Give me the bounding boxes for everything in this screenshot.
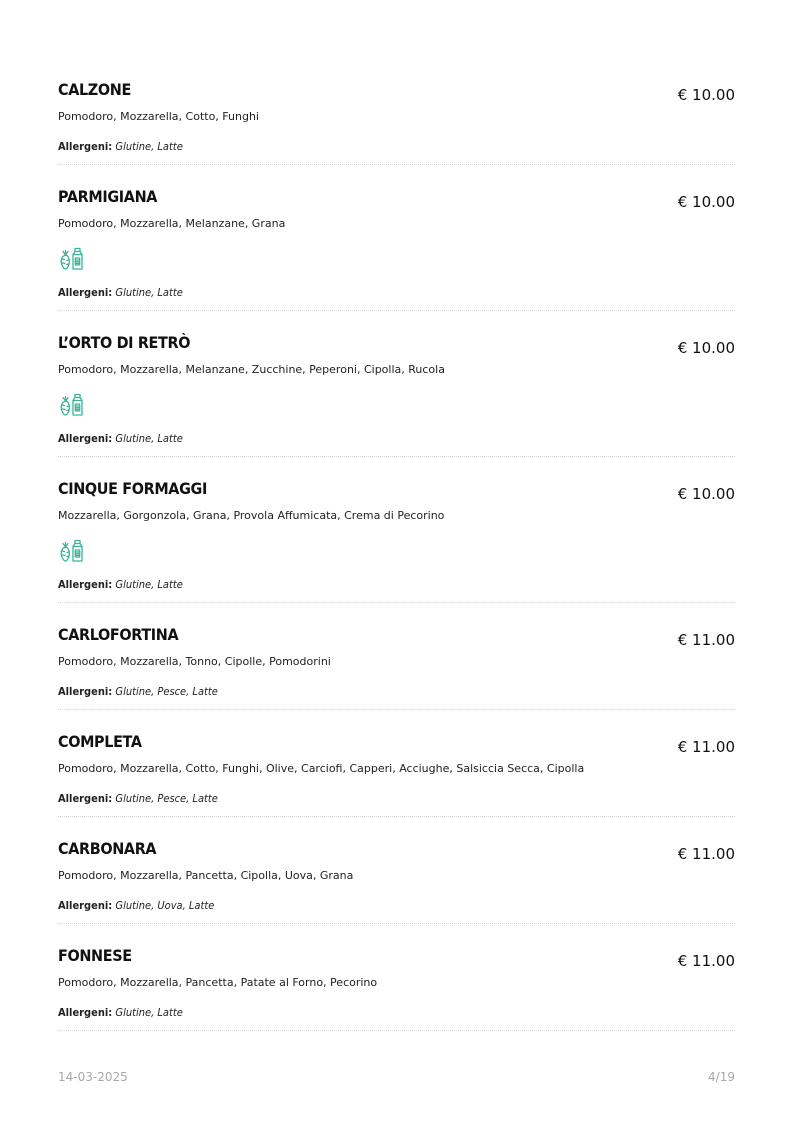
item-ingredients: Pomodoro, Mozzarella, Cotto, Funghi bbox=[58, 110, 259, 123]
allergens-list: Glutine, Latte bbox=[115, 1006, 183, 1019]
allergens-list: Glutine, Uova, Latte bbox=[115, 899, 215, 912]
item-allergens bbox=[58, 1005, 667, 1021]
item-allergens bbox=[58, 898, 667, 914]
item-name: CINQUE FORMAGGI bbox=[58, 479, 208, 498]
menu-item bbox=[58, 836, 735, 924]
item-price: € 10.00 bbox=[677, 485, 735, 503]
footer-date: 14-03-2025 bbox=[58, 1070, 128, 1084]
item-price: € 10.00 bbox=[677, 193, 735, 211]
item-price: € 11.00 bbox=[677, 738, 735, 756]
item-price: € 11.00 bbox=[677, 952, 735, 970]
menu-item bbox=[58, 729, 735, 817]
item-name: COMPLETA bbox=[58, 732, 142, 751]
allergens-list: Glutine, Pesce, Latte bbox=[115, 792, 218, 805]
allergens-label: Allergeni: bbox=[58, 899, 113, 912]
item-ingredients: Pomodoro, Mozzarella, Pancetta, Cipolla, Uova, Grana bbox=[58, 869, 354, 882]
vegetarian-icon bbox=[58, 537, 84, 563]
allergens-label: Allergeni: bbox=[58, 140, 113, 153]
menu-list bbox=[58, 77, 735, 1050]
item-price: € 11.00 bbox=[677, 631, 735, 649]
menu-item bbox=[58, 77, 735, 165]
allergens-list: Glutine, Pesce, Latte bbox=[115, 685, 218, 698]
item-allergens bbox=[58, 684, 667, 700]
item-ingredients: Pomodoro, Mozzarella, Pancetta, Patate al Forno, Pecorino bbox=[58, 976, 378, 989]
item-name: L’ORTO DI RETRÒ bbox=[58, 333, 191, 352]
diet-icons bbox=[58, 391, 735, 417]
item-ingredients: Pomodoro, Mozzarella, Tonno, Cipolle, Pomodorini bbox=[58, 655, 331, 668]
allergens-list: Glutine, Latte bbox=[115, 140, 183, 153]
item-ingredients: Pomodoro, Mozzarella, Cotto, Funghi, Olive, Carciofi, Capperi, Acciughe, Salsiccia Secca, Cipolla bbox=[58, 762, 585, 775]
item-allergens bbox=[58, 139, 667, 155]
item-allergens bbox=[58, 285, 667, 301]
item-price: € 10.00 bbox=[677, 86, 735, 104]
menu-item bbox=[58, 622, 735, 710]
page-number: 4/19 bbox=[708, 1070, 735, 1084]
allergens-list: Glutine, Latte bbox=[115, 286, 183, 299]
item-ingredients: Mozzarella, Gorgonzola, Grana, Provola Affumicata, Crema di Pecorino bbox=[58, 509, 445, 522]
menu-item bbox=[58, 184, 735, 311]
item-name: PARMIGIANA bbox=[58, 187, 158, 206]
item-allergens bbox=[58, 431, 667, 447]
item-name: CARBONARA bbox=[58, 839, 157, 858]
diet-icons bbox=[58, 245, 735, 271]
vegetarian-icon bbox=[58, 245, 84, 271]
allergens-list: Glutine, Latte bbox=[115, 432, 183, 445]
menu-item bbox=[58, 476, 735, 603]
item-ingredients: Pomodoro, Mozzarella, Melanzane, Zucchine, Peperoni, Cipolla, Rucola bbox=[58, 363, 445, 376]
item-name: FONNESE bbox=[58, 946, 132, 965]
allergens-label: Allergeni: bbox=[58, 432, 113, 445]
item-allergens bbox=[58, 577, 667, 593]
allergens-list: Glutine, Latte bbox=[115, 578, 183, 591]
item-name: CALZONE bbox=[58, 80, 131, 99]
item-price: € 10.00 bbox=[677, 339, 735, 357]
item-price: € 11.00 bbox=[677, 845, 735, 863]
allergens-label: Allergeni: bbox=[58, 1006, 113, 1019]
vegetarian-icon bbox=[58, 391, 84, 417]
menu-item bbox=[58, 330, 735, 457]
item-ingredients: Pomodoro, Mozzarella, Melanzane, Grana bbox=[58, 217, 286, 230]
allergens-label: Allergeni: bbox=[58, 286, 113, 299]
item-allergens bbox=[58, 791, 667, 807]
allergens-label: Allergeni: bbox=[58, 578, 113, 591]
item-name: CARLOFORTINA bbox=[58, 625, 179, 644]
menu-item bbox=[58, 943, 735, 1031]
diet-icons bbox=[58, 537, 735, 563]
allergens-label: Allergeni: bbox=[58, 792, 113, 805]
allergens-label: Allergeni: bbox=[58, 685, 113, 698]
